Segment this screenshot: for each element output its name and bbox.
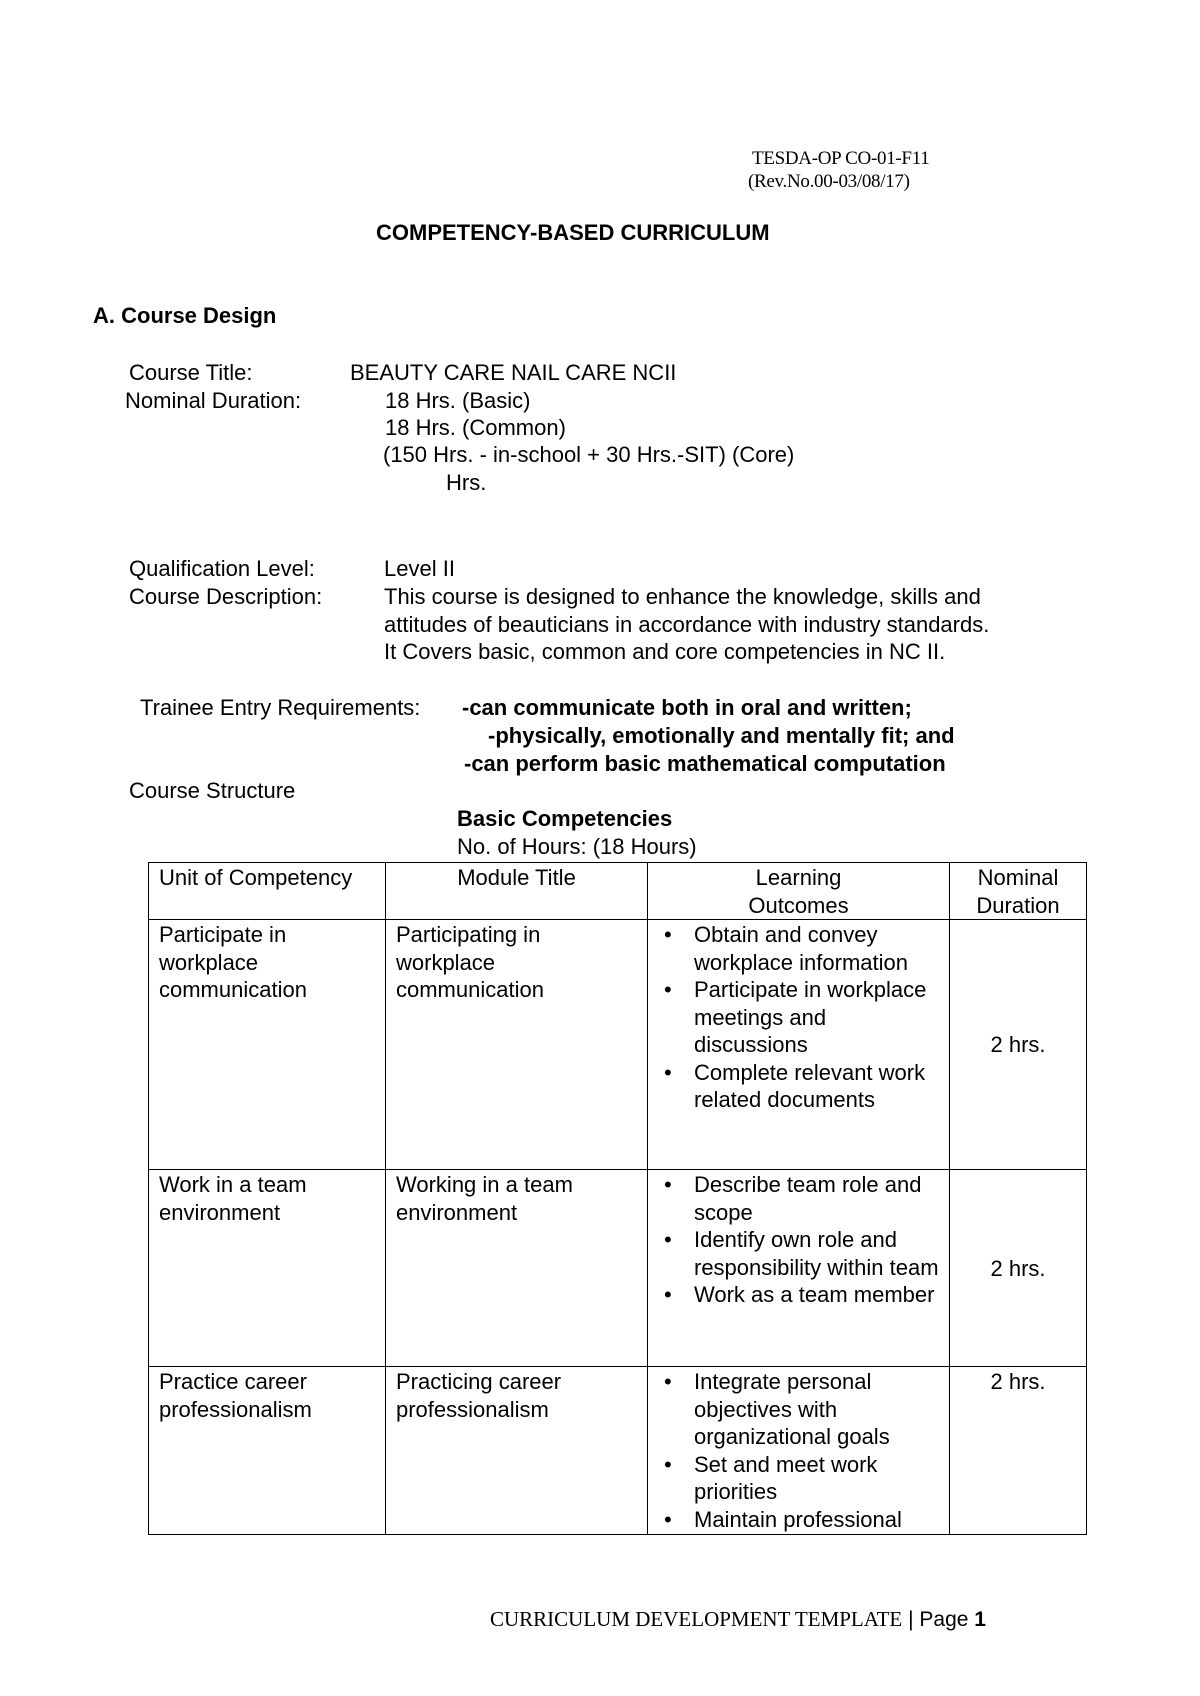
document-title: COMPETENCY-BASED CURRICULUM [376,220,770,245]
course-description-label: Course Description: [129,584,323,609]
learning-outcome-item: • Identify own role and responsibility within team [658,1226,939,1281]
learning-outcomes-cell [648,1367,950,1535]
qualification-level-value: Level II [384,556,455,581]
column-header-outcomes: Learning Outcomes [648,863,950,920]
basic-competencies-heading: Basic Competencies [457,806,673,831]
table-header-row [149,863,1087,920]
section-heading-course-design: A. Course Design [93,303,277,328]
learning-outcome-item: • Participate in workplace meetings and discussions [658,976,939,1059]
entry-requirement-item: -can perform basic mathematical computation [464,751,946,776]
course-description-line: This course is designed to enhance the knowledge, skills and [384,584,981,609]
basic-competencies-hours: No. of Hours: (18 Hours) [457,834,697,859]
column-header-duration: Nominal Duration [950,863,1087,920]
page-footer [490,1607,986,1632]
nominal-duration-cell: 2 hrs. [950,1170,1087,1367]
revision-number: (Rev.No.00-03/08/17) [748,171,910,192]
nominal-duration-cell: 2 hrs. [950,1367,1087,1535]
course-structure-label: Course Structure [129,778,296,803]
learning-outcomes-cell [648,1170,950,1367]
course-title-value: BEAUTY CARE NAIL CARE NCII [350,360,677,385]
nominal-duration-label: Nominal Duration: [125,388,302,413]
table-row [149,1367,1087,1535]
basic-competencies-table [148,862,1087,1535]
unit-of-competency-cell: Practice career professionalism [149,1367,386,1535]
footer-page-label: Page [919,1608,969,1631]
course-description-line: attitudes of beauticians in accordance with industry standards. [384,612,990,637]
module-title-cell: Participating in workplace communication [386,920,648,1170]
learning-outcome-item: • Describe team role and scope [658,1171,939,1226]
learning-outcome-item: • Work as a team member [658,1281,939,1309]
column-header-module: Module Title [386,863,648,920]
entry-requirement-item: -physically, emotionally and mentally fit; and [488,723,955,748]
duration-line: (150 Hrs. - in-school + 30 Hrs.-SIT) (Core) [383,442,795,467]
module-title-cell: Practicing career professionalism [386,1367,648,1535]
entry-requirement-item: -can communicate both in oral and written; [462,695,912,720]
learning-outcome-item: • Maintain professional [658,1506,939,1534]
entry-requirements-label: Trainee Entry Requirements: [140,695,421,720]
learning-outcome-item: • Complete relevant work related documents [658,1059,939,1114]
footer-page-number: 1 [974,1608,986,1631]
duration-line: Hrs. [446,470,487,495]
learning-outcome-item: • Set and meet work priorities [658,1451,939,1506]
unit-of-competency-cell: Participate in workplace communication [149,920,386,1170]
duration-line: 18 Hrs. (Common) [385,415,566,440]
learning-outcomes-cell [648,920,950,1170]
footer-separator: | [908,1608,914,1631]
course-title-label: Course Title: [129,360,253,385]
table-row [149,1170,1087,1367]
column-header-unit: Unit of Competency [149,863,386,920]
nominal-duration-cell: 2 hrs. [950,920,1087,1170]
qualification-level-label: Qualification Level: [129,556,315,581]
module-title-cell: Working in a team environment [386,1170,648,1367]
learning-outcome-item: • Obtain and convey workplace information [658,921,939,976]
learning-outcome-item: • Integrate personal objectives with organizational goals [658,1368,939,1451]
table-row [149,920,1087,1170]
form-code: TESDA-OP CO-01-F11 [752,148,930,169]
footer-template-name: CURRICULUM DEVELOPMENT TEMPLATE [490,1607,903,1631]
unit-of-competency-cell: Work in a team environment [149,1170,386,1367]
duration-line: 18 Hrs. (Basic) [385,388,531,413]
course-description-line: It Covers basic, common and core competencies in NC II. [384,639,946,664]
